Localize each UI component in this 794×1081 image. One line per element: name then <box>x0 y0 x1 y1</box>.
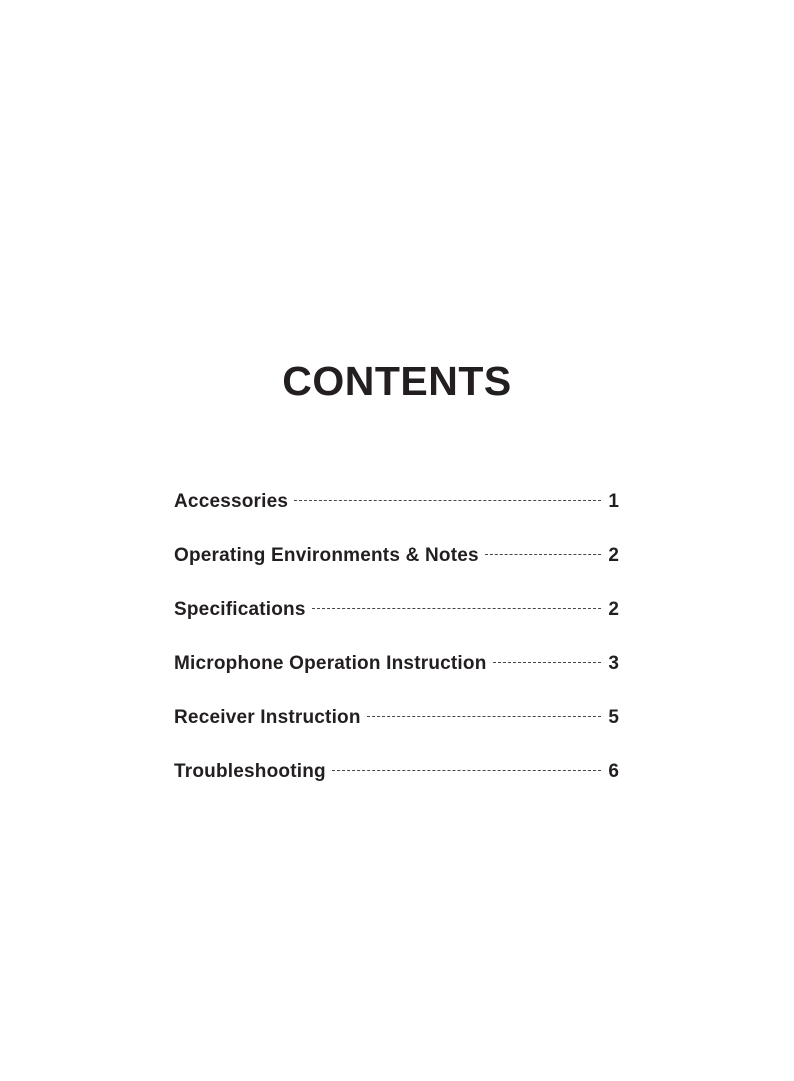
table-of-contents <box>174 485 619 809</box>
toc-page-number: 3 <box>608 653 619 674</box>
toc-entry-operating-environments[interactable] <box>174 539 619 593</box>
toc-entry-label: Receiver Instruction <box>174 707 361 728</box>
toc-entry-label: Accessories <box>174 491 289 512</box>
toc-entry-specifications[interactable] <box>174 593 619 647</box>
toc-page-number: 1 <box>608 491 619 512</box>
toc-dotted-leader <box>312 608 601 609</box>
toc-page-number: 6 <box>608 761 619 782</box>
toc-dotted-leader <box>332 770 601 771</box>
toc-entry-accessories[interactable] <box>174 485 619 539</box>
toc-entry-troubleshooting[interactable] <box>174 755 619 809</box>
toc-entry-microphone-operation[interactable] <box>174 647 619 701</box>
page-title: CONTENTS <box>282 358 512 404</box>
toc-entry-label: Specifications <box>174 599 306 620</box>
toc-dotted-leader <box>493 662 601 663</box>
toc-dotted-leader <box>367 716 601 717</box>
toc-dotted-leader <box>485 554 601 555</box>
toc-entry-label: Operating Environments & Notes <box>174 545 479 566</box>
toc-page-number: 2 <box>608 545 619 566</box>
toc-page-number: 5 <box>608 707 619 728</box>
toc-page-number: 2 <box>608 599 619 620</box>
toc-entry-label: Troubleshooting <box>174 761 326 782</box>
toc-entry-label: Microphone Operation Instruction <box>174 653 487 674</box>
toc-entry-receiver-instruction[interactable] <box>174 701 619 755</box>
toc-dotted-leader <box>294 500 601 501</box>
